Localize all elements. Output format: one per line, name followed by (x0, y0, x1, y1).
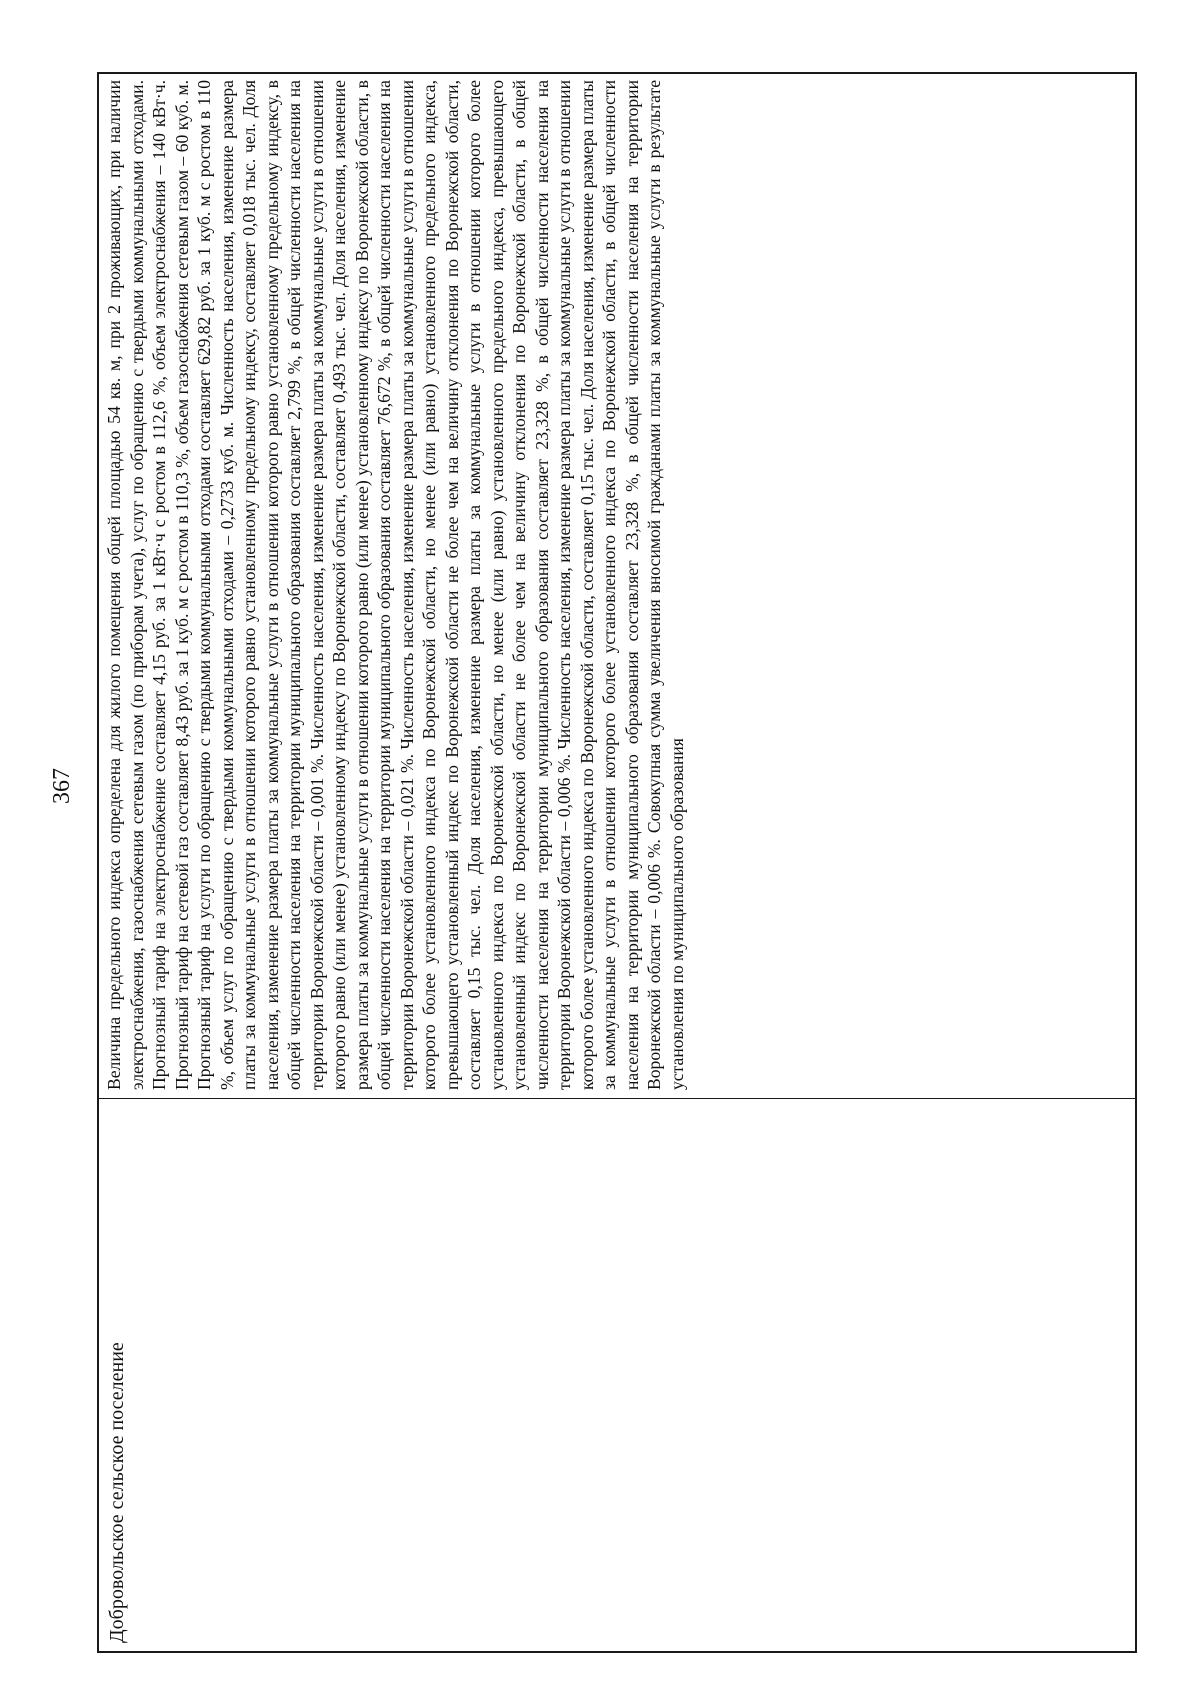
tariff-table (97, 72, 1137, 1653)
description-text: Величина предельного индекса определена для жилого помещения общей площадью 54 кв. м, при 2 проживающих, при наличии электроснабжения, газоснабжения сетевым газом (по приборам учета), услуг по обращению с твердыми коммунальными отходами. Прогнозный тариф на электроснабжение составляет 4,15 руб. за 1 кВт·ч с ростом в 112,6 %, объем электроснабжения – 140 кВт·ч. Прогнозный тариф на сетевой газ составляет 8,43 руб. за 1 куб. м с ростом в 110,3 %, объем газоснабжения сетевым газом – 60 куб. м. Прогнозный тариф на услуги по обращению с твердыми коммунальными отходами составляет 629,82 руб. за 1 куб. м с ростом в 110 %, объем услуг по обращению с твердыми коммунальными отходами – 0,2733 куб. м. Численность населения, изменение размера платы за коммунальные услуги в отношении которого равно установленному предельному индексу, составляет 0,018 тыс. чел. Доля населения, изменение размера платы за коммунальные услуги в отношении которого равно установленному предельному индексу, в общей численности населения на территории муниципального образования составляет 2,799 %, в общей численности населения на территории Воронежской области – 0,001 %. Численность населения, изменение размера платы за коммунальные услуги в отношении которого равно (или менее) установленному индексу по Воронежской области, составляет 0,493 тыс. чел. Доля населения, изменение размера платы за коммунальные услуги в отношении которого равно (или менее) установленному индексу по Воронежской области, в общей численности населения на территории муниципального образования составляет 76,672 %, в общей численности населения на территории Воронежской области – 0,021 %. Численность населения, изменение размера платы за коммунальные услуги в отношении которого более установленного индекса по Воронежской области, но менее (или равно) установленного предельного индекса, превышающего установленный индекс по Воронежской области не более чем на величину отклонения по Воронежской области, составляет 0,15 тыс. чел. Доля населения, изменение размера платы за коммунальные услуги в отношении которого более установленного индекса по Воронежской области, но менее (или равно) установленного предельного индекса, превышающего установленный индекс по Воронежской области не более чем на величину отклонения по Воронежской области, в общей численности населения на территории муниципального образования составляет 23,328 %, в общей численности населения на территории Воронежской области – 0,006 %. Численность населения, изменение размера платы за коммунальные услуги в отношении которого более установленного индекса по Воронежской области, составляет 0,15 тыс. чел. Доля населения, изменение размера платы за коммунальные услуги в отношении которого более установленного индекса по Воронежской области, в общей численности населения на территории муниципального образования составляет 23,328 %, в общей численности населения на территории Воронежской области – 0,006 %. Совокупная сумма увеличения вносимой гражданами платы за коммунальные услуги в результате установления по муниципального образования (104, 80, 687, 1090)
description-cell (99, 74, 1135, 1098)
page-number: 367 (49, 768, 75, 804)
settlement-name: Добровольское сельское поселение (106, 1342, 128, 1643)
table-row (99, 74, 1135, 1651)
settlement-name-cell (99, 1098, 1135, 1651)
